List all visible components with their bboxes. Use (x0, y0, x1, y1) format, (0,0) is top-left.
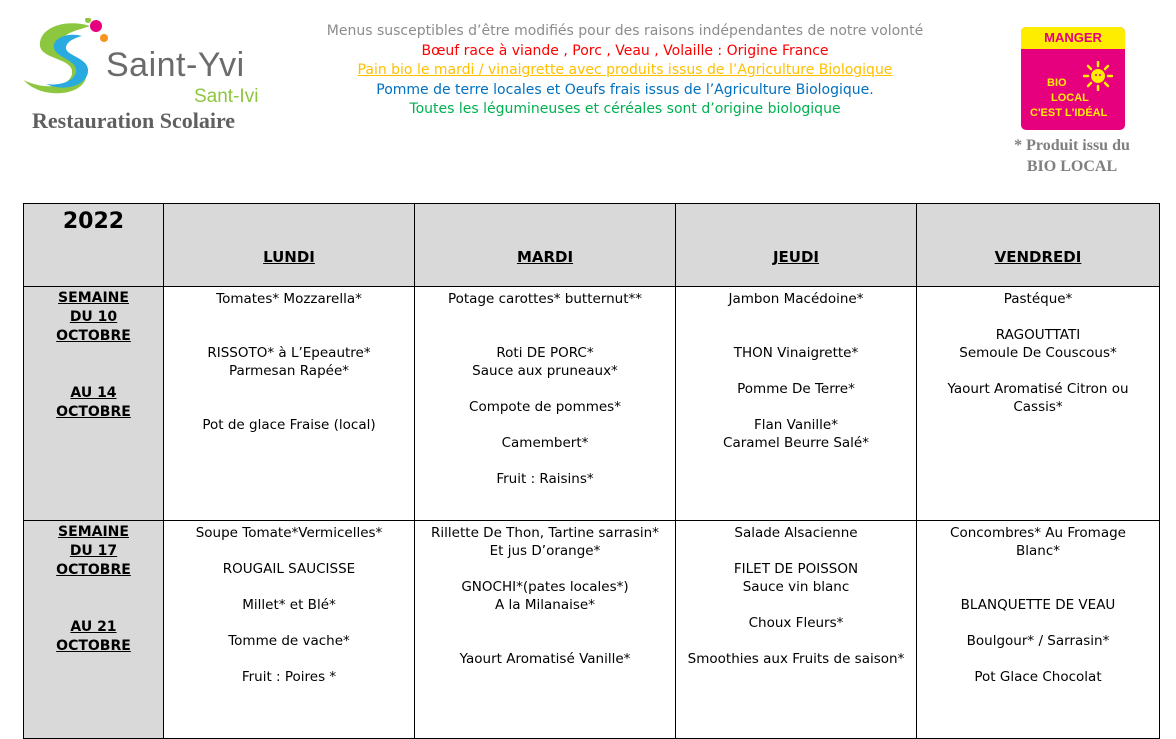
menu-item (680, 362, 912, 380)
badge-ideal-label: C'EST L'IDÉAL (1030, 107, 1108, 119)
day-header-lundi: LUNDI (164, 204, 415, 287)
menu-item (921, 650, 1155, 668)
menu-item (168, 398, 410, 416)
menu-item: Compote de pommes* (469, 399, 621, 415)
logo-city-name: Saint-Yvi (106, 46, 245, 84)
week-label (24, 287, 164, 521)
menu-cell-lundi (164, 521, 415, 739)
day-header-jeudi: JEUDI (676, 204, 917, 287)
menu-item: Rillette De Thon, Tartine sarrasin* (431, 525, 659, 541)
menu-item: Parmesan Rapée* (228, 363, 350, 379)
week-label-line: SEMAINE (58, 290, 129, 306)
menu-item (419, 308, 671, 326)
menu-item (168, 650, 410, 668)
menu-item: Boulgour* / Sarrasin* (966, 633, 1110, 649)
menu-item (419, 452, 671, 470)
bio-local-footnote: * Produit issu du BIO LOCAL (1014, 137, 1130, 175)
menu-item (168, 326, 410, 344)
saint-yvi-s-logo-icon (20, 18, 110, 98)
menu-item: Potage carottes* butternut** (447, 291, 643, 307)
week-label-line: AU 14 (70, 385, 117, 401)
menu-cell-mardi (415, 287, 676, 521)
year-header: 2022 (24, 204, 164, 287)
menu-item: RISSOTO* à L’Epeautre* (207, 345, 371, 361)
note-meat-origin: Bœuf race à viande , Porc , Veau , Volaille : Origine France (421, 42, 829, 59)
menu-item (168, 578, 410, 596)
menu-item: Millet* et Blé* (242, 597, 336, 613)
note-potatoes-eggs: Pomme de terre locales et Oeufs frais issus de l’Agriculture Biologique. (376, 81, 874, 98)
menu-item: RAGOUTTATI (995, 327, 1081, 343)
menu-item: Concombres* Au Fromage (950, 525, 1126, 541)
menu-item: Yaourt Aromatisé Citron ou (947, 381, 1129, 397)
menu-item (168, 308, 410, 326)
menu-item: Roti DE PORC* (496, 345, 594, 361)
menu-item (921, 560, 1155, 578)
menu-item: Soupe Tomate*Vermicelles* (195, 525, 383, 541)
menu-item: ROUGAIL SAUCISSE (222, 561, 356, 577)
menu-notes (290, 22, 960, 120)
badge-local-label: LOCAL (1051, 92, 1089, 104)
menu-item (680, 542, 912, 560)
menu-item: BLANQUETTE DE VEAU (960, 597, 1116, 613)
menu-item (921, 308, 1155, 326)
menu-item: A la Milanaise* (495, 597, 595, 613)
week-label-line: OCTOBRE (56, 638, 131, 654)
menu-item: THON Vinaigrette* (733, 345, 859, 361)
menu-item (680, 308, 912, 326)
menu-item: Blanc* (1015, 543, 1060, 559)
menu-item (680, 596, 912, 614)
saint-yvi-logo (20, 18, 290, 133)
day-header-mardi: MARDI (415, 204, 676, 287)
menu-item (419, 416, 671, 434)
menu-item: Sauce aux pruneaux* (472, 363, 618, 379)
menu-item (419, 632, 671, 650)
menu-cell-lundi (164, 287, 415, 521)
menu-item: Yaourt Aromatisé Vanille* (459, 651, 631, 667)
week-row (24, 521, 1160, 739)
menu-item: Camembert* (501, 435, 589, 451)
week-label-line: DU 17 (69, 543, 118, 559)
menu-item: Choux Fleurs* (748, 615, 844, 631)
menu-table (23, 203, 1160, 739)
menu-item: Fruit : Raisins* (496, 471, 594, 487)
note-legumes-cereals: Toutes les légumineuses et céréales sont d’origine biologique (409, 101, 841, 118)
menu-cell-jeudi (676, 521, 917, 739)
menu-cell-mardi (415, 521, 676, 739)
menu-item: Salade Alsacienne (734, 525, 858, 541)
menu-item (168, 542, 410, 560)
menu-item (680, 398, 912, 416)
menu-item (419, 614, 671, 632)
menu-item: Et jus D’orange* (489, 543, 601, 559)
menu-item: Smoothies aux Fruits de saison* (687, 651, 905, 667)
menu-item: Tomme de vache* (228, 633, 350, 649)
week-label-line: AU 21 (70, 619, 117, 635)
menu-item (921, 578, 1155, 596)
menu-cell-vendredi (917, 521, 1160, 739)
menu-item (680, 326, 912, 344)
menu-item (168, 380, 410, 398)
menu-item: Pot Glace Chocolat (974, 669, 1102, 685)
menu-item: FILET DE POISSON (733, 561, 859, 577)
week-label (24, 521, 164, 739)
week-label-line: OCTOBRE (56, 328, 131, 344)
menu-item: Cassis* (1013, 399, 1063, 415)
week-label-line: OCTOBRE (56, 562, 131, 578)
logo-subtitle: Restauration Scolaire (32, 108, 236, 133)
menu-item (921, 614, 1155, 632)
week-label-line: OCTOBRE (56, 404, 131, 420)
logo-breton-name: Sant-Ivi (194, 86, 259, 107)
menu-item: Pomme De Terre* (737, 381, 855, 397)
menu-item (419, 380, 671, 398)
menu-item: Pot de glace Fraise (local) (202, 417, 376, 433)
week-label-line: DU 10 (69, 309, 118, 325)
menu-item (680, 632, 912, 650)
menu-item: Fruit : Poires * (241, 669, 337, 685)
menu-cell-jeudi (676, 287, 917, 521)
menu-cell-vendredi (917, 287, 1160, 521)
week-row (24, 287, 1160, 521)
menu-item: Semoule De Couscous* (959, 345, 1117, 361)
note-organic-bread: Pain bio le mardi / vinaigrette avec produits issus de l’Agriculture Biologique (357, 62, 893, 79)
badge-bio-label: BIO (1047, 77, 1067, 89)
sun-icon (1083, 61, 1113, 91)
menu-item: Jambon Macédoine* (728, 291, 864, 307)
menu-item: Flan Vanille* (754, 417, 838, 433)
manger-bio-local-badge (1021, 27, 1125, 130)
menu-item: Sauce vin blanc (742, 579, 850, 595)
day-header-vendredi: VENDREDI (917, 204, 1160, 287)
menu-item: GNOCHI*(pates locales*) (461, 579, 629, 595)
menu-item: Tomates* Mozzarella* (216, 291, 362, 307)
menu-item (419, 560, 671, 578)
menu-item (921, 362, 1155, 380)
week-label-line: SEMAINE (58, 524, 129, 540)
badge-manger-label: MANGER (1044, 30, 1102, 45)
menu-item: Pastéque* (1003, 291, 1073, 307)
note-modification: Menus susceptibles d’être modifiés pour des raisons indépendantes de notre volonté (326, 23, 924, 39)
menu-item (168, 614, 410, 632)
menu-item (419, 326, 671, 344)
menu-item: Caramel Beurre Salé* (723, 435, 869, 451)
